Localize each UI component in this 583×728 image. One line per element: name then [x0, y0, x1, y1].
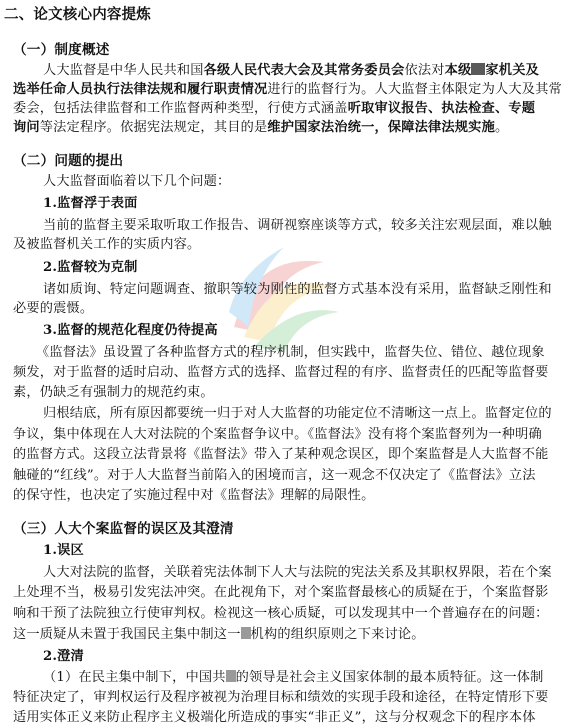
- point-heading: 2.澄清: [43, 649, 84, 664]
- paragraph-line: 选举任命人员执行法律法规和履行职责情况进行的监督行为。人大监督主体限定为人大及其常: [13, 82, 562, 97]
- paragraph-line: 询问等法定程序。依据宪法规定，其目的是维护国家法治统一，保障法律法规实施。: [13, 120, 509, 135]
- paragraph-line: 委会，包括法律监督和工作监督两种类型，行使方式涵盖听取审议报告、执法检查、专题: [13, 101, 536, 116]
- point-heading: 2.监督较为克制: [43, 260, 138, 275]
- paragraph-line: 人大监督是中华人民共和国各级人民代表大会及其常务委员会依法对本级 家机关及: [43, 63, 539, 78]
- paragraph-line: 这一质疑从未置于我国民主集中制这一 机构的组织原则之下来讨论。: [13, 627, 425, 642]
- paragraph-line: 素，仍缺乏有强制力的规范约束。: [13, 385, 214, 400]
- paragraph-line: 的保守性，也决定了实施过程中对《监督法》理解的局限性。: [13, 488, 375, 503]
- redaction-mark: [226, 670, 236, 682]
- point-heading: 3.监督的规范化程度仍待提高: [43, 323, 218, 338]
- redaction-mark: [241, 627, 251, 639]
- subsection-heading-1: （一）制度概述: [13, 42, 110, 58]
- paragraph-line: 上处理不当，极易引发宪法冲突。在此视角下，对个案监督最核心的质疑在于，个案监督影: [13, 585, 549, 600]
- paragraph-line: 必要的震慑。: [13, 301, 94, 316]
- paragraph-line: 当前的监督主要采取听取工作报告、调研视察座谈等方式，较多关注宏观层面，难以触: [43, 218, 552, 233]
- paragraph-line: 响和干预了法院独立行使审判权。检视这一核心质疑，可以发现其中一个普遍存在的问题：: [13, 606, 549, 621]
- paragraph-line: （1）在民主集中制下，中国共 的领导是社会主义国家体制的最本质特征。这一体制: [43, 670, 544, 685]
- paragraph-line: 《监督法》虽设置了各种监督方式的程序机制，但实践中，监督失位、错位、越位现象: [36, 345, 545, 360]
- subsection-heading-2: （二）问题的提出: [13, 153, 124, 169]
- point-heading: 1.监督浮于表面: [43, 196, 138, 211]
- point-heading: 1.误区: [43, 543, 84, 558]
- redaction-mark: [471, 63, 485, 75]
- paragraph-line: 人大对法院的监督，关联着宪法体制下人大与法院的宪法关系及其职权界限，若在个案: [43, 565, 552, 580]
- section-title: 二、论文核心内容提炼: [4, 6, 151, 23]
- paragraph-line: 触碰的“红线”。对于人大监督当前陷入的困境而言，这一观念不仅决定了《监督法》立法: [13, 468, 536, 483]
- paragraph-line: 频发，对于监督的适时启动、监督方式的选择、监督过程的有序、监督责任的匹配等监督要: [13, 365, 549, 380]
- paragraph-line: 的监督方式。这段立法背景将《监督法》带入了某种观念误区，即个案监督是人大监督不能: [13, 447, 549, 462]
- paragraph-line: 特征决定了，审判权运行及程序被视为治理目标和绩效的实现手段和途径，在特定情形下要: [13, 690, 549, 705]
- paragraph-line: 归根结底，所有原因都要统一归于对人大监督的功能定位不清晰这一点上。监督定位的: [43, 406, 552, 421]
- paragraph-line: 人大监督面临着以下几个问题：: [43, 174, 231, 189]
- paragraph-line: 适用实体正义来防止程序主义极端化所造成的事实“非正义”，这与分权观念下的程序本体: [13, 710, 536, 725]
- paragraph-line: 及被监督机关工作的实质内容。: [13, 237, 201, 252]
- paragraph-line: 诸如质询、特定问题调查、撤职等较为刚性的监督方式基本没有采用，监督缺乏刚性和: [43, 282, 552, 297]
- subsection-heading-3: （三）人大个案监督的误区及其澄清: [13, 521, 234, 537]
- paragraph-line: 争议，集中体现在人大对法院的个案监督争议中。《监督法》没有将个案监督列为一种明确: [13, 427, 542, 442]
